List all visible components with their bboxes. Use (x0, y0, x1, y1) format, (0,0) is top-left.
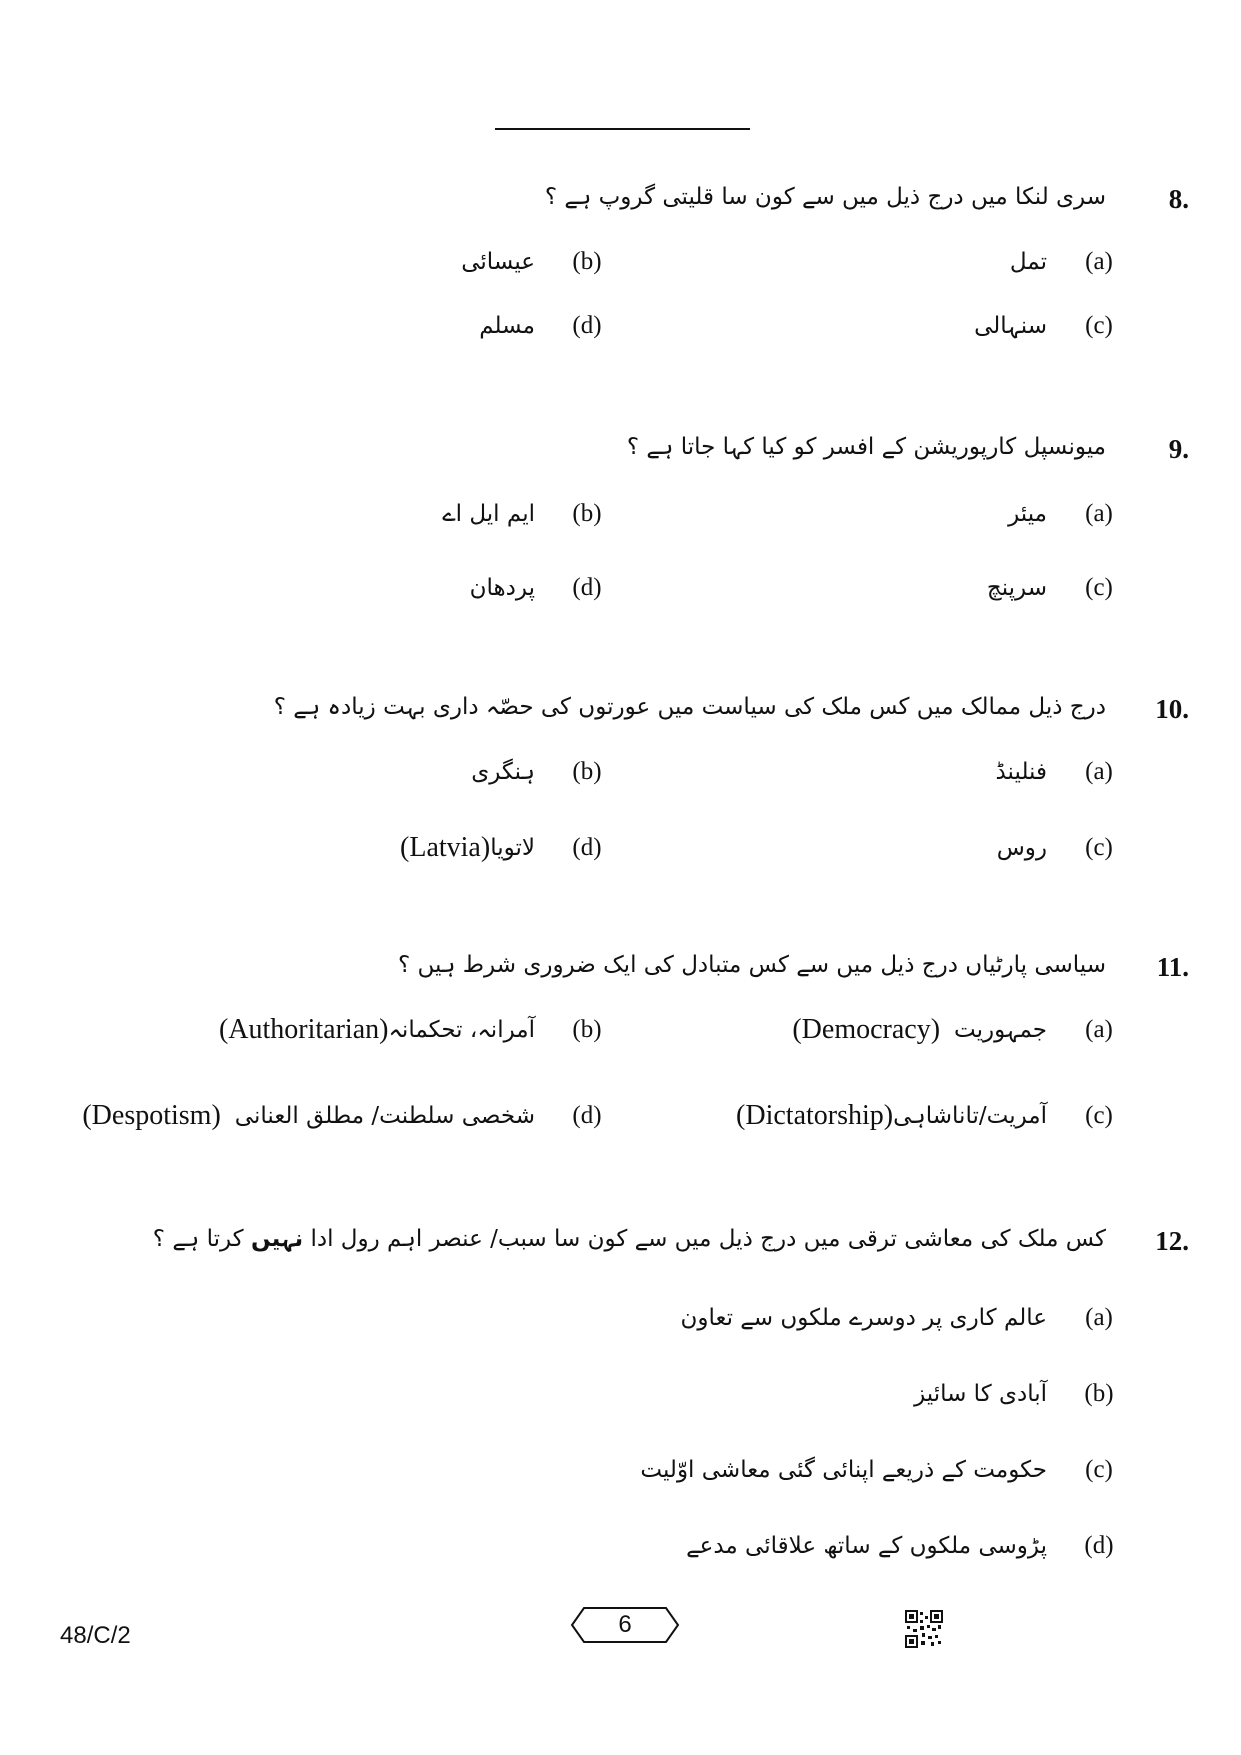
question-text: درج ذیل ممالک میں کس ملک کی سیاست میں عورتوں کی حصّہ داری بہت زیادہ ہے ؟ (273, 694, 1106, 720)
option-c[interactable] (987, 570, 1123, 606)
question-number: 8. (1168, 184, 1189, 214)
option-d[interactable] (400, 830, 611, 866)
option-text: شخصی سلطنت/ مطلق العنانی (234, 1103, 535, 1129)
option-text: آبادی کا سائیز (914, 1381, 1047, 1407)
option-d[interactable] (82, 1098, 611, 1134)
option-label: (b) (572, 500, 602, 527)
option-c[interactable] (997, 830, 1123, 866)
option-text: سنہالی (974, 313, 1047, 339)
option-text: ہنگری (471, 759, 535, 785)
option-text: حکومت کے ذریعے اپنائی گئی معاشی اوّلیت (640, 1457, 1047, 1483)
option-b[interactable] (442, 496, 611, 532)
option-label: (b) (1084, 1380, 1114, 1407)
option-label: (c) (1085, 312, 1113, 339)
option-a[interactable] (1010, 244, 1123, 280)
option-c[interactable] (736, 1098, 1123, 1134)
option-b[interactable] (471, 754, 611, 790)
option-b[interactable] (461, 244, 611, 280)
option-text: عالم کاری پر دوسرے ملکوں سے تعاون (680, 1305, 1047, 1331)
option-label: (a) (1085, 248, 1113, 275)
option-a[interactable] (1008, 496, 1123, 532)
option-label: (c) (1085, 1456, 1113, 1483)
option-label: (c) (1085, 574, 1113, 601)
qr-code-icon (905, 1610, 943, 1648)
option-d[interactable] (470, 570, 611, 606)
option-english: (Dictatorship) (736, 1100, 894, 1131)
option-label: (b) (572, 758, 602, 785)
page-number: 6 (618, 1611, 632, 1638)
option-text: پردھان (469, 575, 535, 601)
option-label: (a) (1085, 500, 1113, 527)
option-text: عیسائی (461, 249, 535, 275)
option-label: (d) (1084, 1532, 1114, 1559)
option-english: (Democracy) (792, 1014, 941, 1045)
option-c[interactable] (640, 1452, 1123, 1488)
option-c[interactable] (974, 308, 1123, 344)
option-english: (Latvia) (400, 832, 491, 863)
option-text: میئر (1008, 501, 1047, 527)
option-label: (c) (1085, 834, 1113, 861)
question-number: 9. (1168, 434, 1189, 464)
option-text: تمل (1009, 249, 1047, 275)
option-text: روس (996, 835, 1047, 861)
option-text: پڑوسی ملکوں کے ساتھ علاقائی مدعے (686, 1533, 1047, 1559)
option-label: (c) (1085, 1102, 1113, 1129)
option-english: (Authoritarian) (218, 1014, 389, 1045)
option-english: (Despotism) (82, 1100, 221, 1131)
option-a[interactable] (792, 1012, 1123, 1048)
question-text: سیاسی پارٹیاں درج ذیل میں سے کس متبادل کی ایک ضروری شرط ہیں ؟ (398, 952, 1106, 978)
option-text: جمہوریت (954, 1017, 1047, 1043)
option-label: (b) (572, 1016, 602, 1043)
option-text: فنلینڈ (995, 759, 1047, 785)
question-text: کس ملک کی معاشی ترقی میں درج ذیل میں سے کون سا سبب/ عنصر اہم رول ادا نہیں کرتا ہے ؟ (152, 1226, 1106, 1252)
option-label: (d) (572, 834, 602, 861)
option-b[interactable] (219, 1012, 611, 1048)
option-text: ایم ایل اے (442, 501, 535, 527)
option-label: (d) (572, 574, 602, 601)
option-label: (d) (572, 1102, 602, 1129)
question-number: 11. (1156, 952, 1189, 982)
option-label: (b) (572, 248, 602, 275)
option-b[interactable] (914, 1376, 1123, 1412)
option-d[interactable] (479, 308, 611, 344)
option-text: آمرانہ، تحکمانہ (388, 1017, 535, 1043)
option-label: (a) (1085, 1304, 1113, 1331)
option-text: سرپنچ (986, 575, 1047, 601)
page-number-badge (570, 1606, 680, 1644)
option-text: مسلم (479, 313, 535, 339)
option-d[interactable] (686, 1528, 1123, 1564)
option-a[interactable] (995, 754, 1123, 790)
emphasis-word: نہیں (250, 1226, 304, 1252)
question-number: 12. (1155, 1226, 1189, 1256)
option-text: لاتویا (490, 835, 535, 861)
option-label: (d) (572, 312, 602, 339)
question-number: 10. (1155, 694, 1189, 724)
question-text: میونسپل کارپوریشن کے افسر کو کیا کہا جاتا ہے ؟ (626, 434, 1106, 460)
option-a[interactable] (680, 1300, 1123, 1336)
option-label: (a) (1085, 1016, 1113, 1043)
option-text: آمریت/تاناشاہی (893, 1103, 1047, 1129)
question-text: سری لنکا میں درج ذیل میں سے کون سا قلیتی گروپ ہے ؟ (544, 184, 1106, 210)
paper-code: 48/C/2 (60, 1622, 131, 1649)
top-divider (495, 128, 750, 130)
option-label: (a) (1085, 758, 1113, 785)
